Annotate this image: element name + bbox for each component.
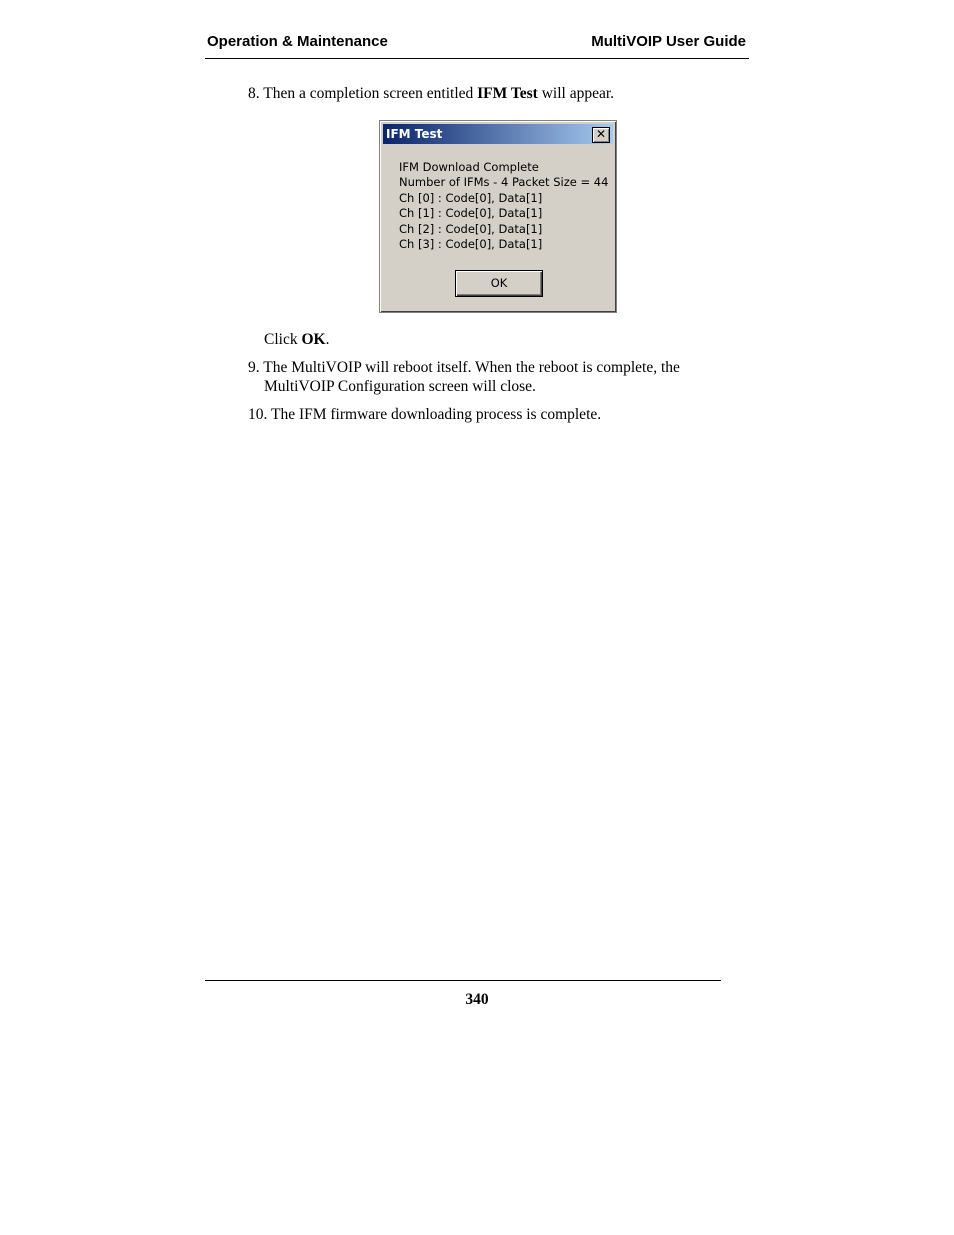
message-line: IFM Download Complete	[399, 160, 539, 174]
dialog-title: IFM Test	[386, 127, 443, 141]
message-line: Ch [2] : Code[0], Data[1]	[399, 221, 543, 236]
header-divider	[205, 58, 749, 59]
message-line: Number of IFMs - 4 Packet Size = 44	[399, 175, 609, 190]
step-9	[248, 358, 680, 396]
step-9-line-1: 9. The MultiVOIP will reboot itself. When the reboot is complete, the	[248, 359, 680, 376]
message-line: Ch [1] : Code[0], Data[1]	[399, 206, 543, 221]
step-10: 10. The IFM firmware downloading process is complete.	[248, 406, 602, 423]
page-number: 340	[465, 991, 489, 1008]
message-line: Ch [3] : Code[0], Data[1]	[399, 237, 543, 252]
header-section-title: Operation & Maintenance	[207, 33, 388, 50]
click-bold: OK	[301, 331, 326, 348]
ifm-test-dialog	[379, 120, 617, 313]
dialog-message	[399, 160, 608, 252]
click-suffix: .	[325, 331, 330, 348]
step-8-prefix: 8. Then a completion screen entitled	[248, 85, 478, 102]
step-8-suffix: will appear.	[537, 85, 615, 102]
click-prefix: Click	[264, 331, 302, 348]
footer-divider	[205, 980, 721, 981]
header-guide-title: MultiVOIP User Guide	[591, 33, 746, 50]
message-line: Ch [0] : Code[0], Data[1]	[399, 190, 543, 205]
close-icon[interactable]: ✕	[592, 127, 610, 143]
dialog-titlebar	[383, 124, 613, 144]
step-8-bold: IFM Test	[477, 85, 538, 102]
click-ok-instruction	[264, 330, 329, 349]
ok-button[interactable]: OK	[455, 270, 543, 297]
step-9-line-2: MultiVOIP Configuration screen will close.	[264, 378, 536, 395]
step-8	[248, 84, 614, 103]
